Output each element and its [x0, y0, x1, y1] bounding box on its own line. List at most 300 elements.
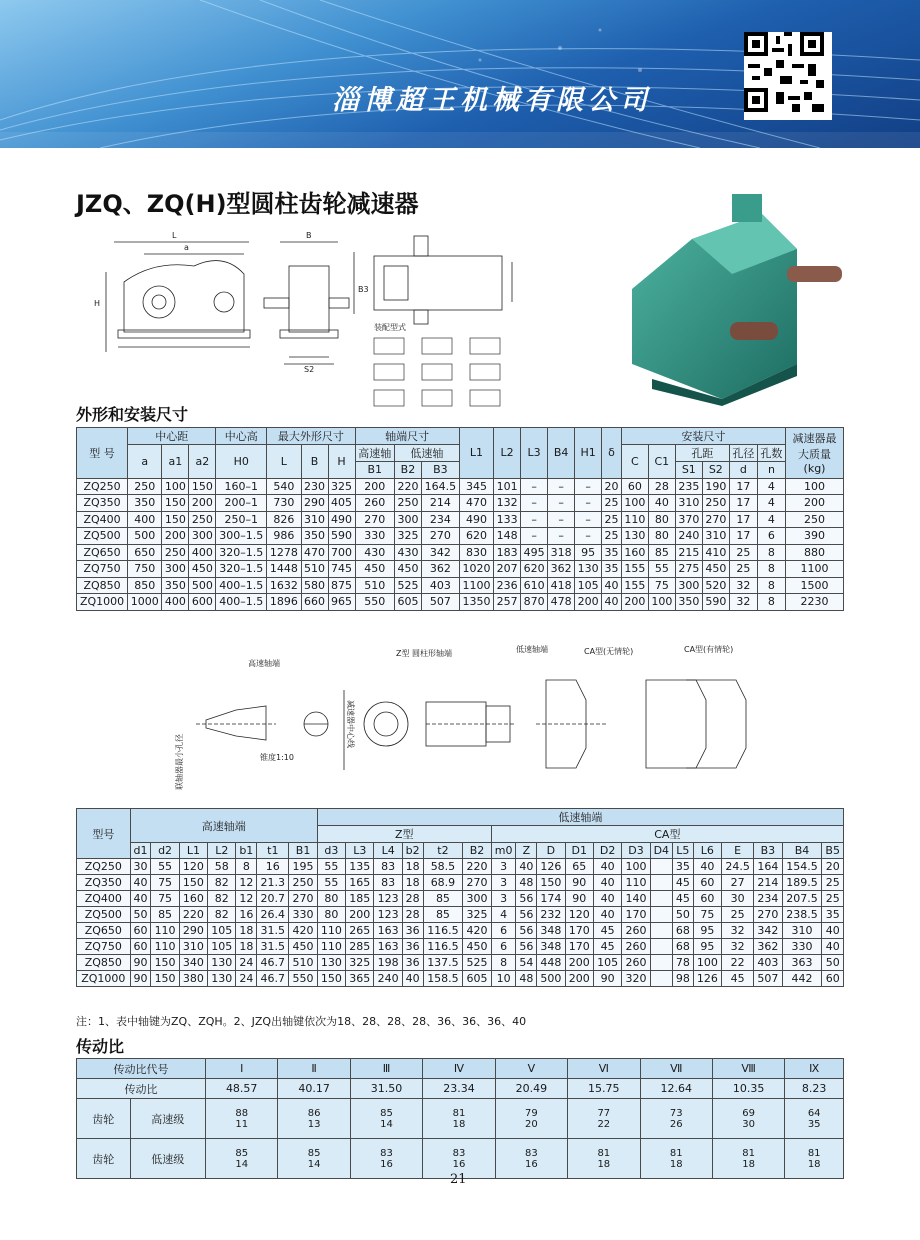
th2-model: 型号	[77, 809, 131, 859]
table-cell: ZQ400	[77, 511, 128, 528]
table-row	[77, 478, 844, 495]
table-cell: 348	[537, 923, 565, 939]
table-cell: 290	[179, 923, 207, 939]
table-cell: 507	[754, 971, 782, 987]
teeth-lower: 16	[380, 1158, 393, 1170]
th-S2: S2	[702, 462, 729, 479]
table-cell: 90	[565, 875, 593, 891]
table-cell: 110	[622, 875, 650, 891]
table-cell: 25	[722, 907, 754, 923]
table-cell: 56	[516, 907, 537, 923]
teeth-upper: 77	[597, 1107, 611, 1119]
table-cell: 82	[208, 907, 236, 923]
table-cell: 250	[394, 495, 421, 512]
th-delta: δ	[602, 428, 622, 479]
table-cell: 418	[548, 577, 575, 594]
teeth-lower: 16	[525, 1158, 538, 1170]
th-a: a	[128, 445, 162, 479]
table-cell: 362	[548, 561, 575, 578]
table-cell: ZQ500	[77, 907, 131, 923]
label-ca1: CA型(无情轮)	[584, 647, 634, 656]
table-cell: 880	[786, 544, 844, 561]
table-cell: 32	[722, 923, 754, 939]
table-cell: 60	[693, 891, 721, 907]
table-cell: 200	[621, 594, 648, 611]
table-cell: 100	[786, 478, 844, 495]
th-B3: B3	[421, 462, 459, 479]
table-col-header: t1	[257, 843, 289, 859]
ratio-cell: 40.17	[278, 1079, 350, 1099]
table-cell: 450	[394, 561, 421, 578]
page-number: 21	[450, 1172, 467, 1187]
table-cell: 232	[537, 907, 565, 923]
table-row	[77, 561, 844, 578]
table-cell: 362	[421, 561, 459, 578]
table-cell: 550	[289, 971, 317, 987]
table-cell: 342	[421, 544, 459, 561]
table-cell: 320–1.5	[216, 544, 267, 561]
table-cell: 155	[621, 577, 648, 594]
teeth-upper: 83	[380, 1147, 393, 1159]
table-cell: 75	[151, 875, 179, 891]
table-cell: 600	[189, 594, 216, 611]
th-L2: L2	[494, 428, 521, 479]
table-cell: 234	[421, 511, 459, 528]
ratio-cell: Ⅷ	[712, 1059, 784, 1079]
table-cell: 214	[754, 875, 782, 891]
table-cell: 60	[693, 875, 721, 891]
table-cell: 605	[394, 594, 421, 611]
table-cell: 350	[162, 577, 189, 594]
table-cell: 80	[648, 528, 675, 545]
table-cell: 325	[463, 907, 491, 923]
table-cell: 36	[402, 955, 423, 971]
table-cell: 350	[675, 594, 702, 611]
table-cell: 150	[151, 955, 179, 971]
table-col-header: L4	[374, 843, 402, 859]
table-cell: 350	[301, 528, 328, 545]
table-cell: 300	[463, 891, 491, 907]
table-cell: 620	[521, 561, 548, 578]
table-cell: 135	[346, 859, 374, 875]
ratio-cell: 48.57	[205, 1079, 277, 1099]
table-cell: 745	[328, 561, 355, 578]
table-cell: 45	[593, 923, 621, 939]
table-cell: 46.7	[257, 955, 289, 971]
table-cell: –	[548, 495, 575, 512]
table-cell: 236	[494, 577, 521, 594]
table-cell: 198	[374, 955, 402, 971]
table-cell: 40	[822, 923, 844, 939]
table-cell: 320	[622, 971, 650, 987]
table-cell: 98	[672, 971, 693, 987]
table-cell: 275	[675, 561, 702, 578]
table-row	[77, 939, 844, 955]
ratio-cell	[205, 1099, 277, 1139]
table-cell: –	[575, 478, 602, 495]
th-H0: H0	[216, 445, 267, 479]
table-cell: 35	[602, 544, 622, 561]
table-cell: –	[521, 528, 548, 545]
th-a1: a1	[162, 445, 189, 479]
table-cell: 25	[602, 495, 622, 512]
table-cell: 230	[301, 478, 328, 495]
table-cell: ZQ850	[77, 577, 128, 594]
section-dims-title: 外形和安装尺寸	[76, 405, 189, 424]
table-cell: 325	[346, 955, 374, 971]
table-row	[77, 907, 844, 923]
th-H1: H1	[575, 428, 602, 479]
table-cell: 510	[289, 955, 317, 971]
th2-low: 低速轴端	[317, 809, 843, 826]
table-cell: 1278	[267, 544, 301, 561]
table-cell: 250	[289, 875, 317, 891]
ratio-cell	[278, 1139, 350, 1179]
table-cell: 160	[621, 544, 648, 561]
table-col-header: L3	[346, 843, 374, 859]
table-cell: 257	[494, 594, 521, 611]
label-H: H	[94, 299, 101, 308]
table-col-header: L2	[208, 843, 236, 859]
ratio-cell: Ⅲ	[350, 1059, 422, 1079]
table-cell: 78	[672, 955, 693, 971]
table-cell	[650, 907, 672, 923]
table-cell: 250	[189, 511, 216, 528]
table-cell: 260	[622, 939, 650, 955]
table-cell: 362	[754, 939, 782, 955]
table-cell: 28	[402, 891, 423, 907]
label-taper: 锥度1:10	[260, 753, 294, 762]
table-cell: 17	[729, 528, 757, 545]
table-cell: 50	[130, 907, 151, 923]
th-B4: B4	[548, 428, 575, 479]
table-col-header: b2	[402, 843, 423, 859]
table-cell: 1500	[786, 577, 844, 594]
section-ratio-title: 传动比	[76, 1037, 125, 1056]
table-cell: 507	[421, 594, 459, 611]
table-cell: 200–1	[216, 495, 267, 512]
table-cell: 1100	[786, 561, 844, 578]
teeth-lower: 14	[307, 1158, 321, 1170]
table-cell: 450	[355, 561, 394, 578]
table-cell: 85	[423, 891, 463, 907]
dims-table-body	[77, 478, 844, 610]
ratio-cell: 12.64	[640, 1079, 712, 1099]
table-cell: 75	[648, 577, 675, 594]
th-L: L	[267, 445, 301, 479]
dims-table	[76, 427, 844, 611]
table-cell: 56	[516, 939, 537, 955]
table-cell: 148	[494, 528, 521, 545]
table-cell: 285	[346, 939, 374, 955]
table-cell: 363	[782, 955, 822, 971]
shaft-table-cols	[77, 843, 844, 859]
table-cell: 400	[162, 594, 189, 611]
table-cell: 270	[754, 907, 782, 923]
table-cell: 270	[463, 875, 491, 891]
ratio-cell: Ⅶ	[640, 1059, 712, 1079]
table-cell: 610	[521, 577, 548, 594]
table-cell: 85	[151, 907, 179, 923]
table-cell: 342	[754, 923, 782, 939]
table-cell: 470	[459, 495, 493, 512]
label-B: B	[306, 231, 312, 240]
table-cell: 36	[402, 923, 423, 939]
table-cell: 40	[822, 939, 844, 955]
th-hole-d: 孔径	[729, 445, 757, 462]
ratio-cell	[568, 1139, 640, 1179]
ratio-cell: Ⅸ	[785, 1059, 844, 1079]
table-cell: 320–1.5	[216, 561, 267, 578]
table-cell: 260	[622, 923, 650, 939]
table-cell: 8	[236, 859, 257, 875]
table-cell: 31.5	[257, 939, 289, 955]
table-cell: 8	[757, 594, 785, 611]
table-col-header: D4	[650, 843, 672, 859]
table-cell	[650, 923, 672, 939]
table-cell: –	[575, 511, 602, 528]
th-C: C	[621, 445, 648, 479]
th-S1: S1	[675, 462, 702, 479]
teeth-upper: 73	[669, 1107, 683, 1119]
th-low: 低速轴	[394, 445, 459, 462]
table-cell: 200	[189, 495, 216, 512]
table-cell: 330	[355, 528, 394, 545]
company-name: 淄博超王机械有限公司	[332, 85, 652, 116]
table-cell: 4	[757, 495, 785, 512]
table-cell: 150	[151, 971, 179, 987]
table-cell: 265	[346, 923, 374, 939]
table-cell: 260	[355, 495, 394, 512]
table-cell: 130	[208, 955, 236, 971]
table-cell: 137.5	[423, 955, 463, 971]
table-cell: 68.9	[423, 875, 463, 891]
teeth-lower: 35	[807, 1118, 821, 1130]
ratio-cell	[278, 1099, 350, 1139]
low-stage-label: 低速级	[130, 1139, 205, 1179]
table-cell: ZQ500	[77, 528, 128, 545]
teeth-upper: 79	[525, 1107, 538, 1119]
table-cell: 60	[130, 939, 151, 955]
table-cell: 60	[621, 478, 648, 495]
table-cell: ZQ1000	[77, 594, 128, 611]
table-cell: 85	[423, 907, 463, 923]
table-cell: 40	[602, 577, 622, 594]
table-cell: 20	[602, 478, 622, 495]
table-cell: 130	[575, 561, 602, 578]
table-cell: 200	[565, 971, 593, 987]
table-cell: 1896	[267, 594, 301, 611]
th-n: n	[757, 462, 785, 479]
table-cell: 1100	[459, 577, 493, 594]
table-cell: 56	[516, 923, 537, 939]
table-cell: 450	[463, 939, 491, 955]
table-cell: ZQ850	[77, 955, 131, 971]
th-center-h: 中心高	[216, 428, 267, 445]
table-cell: 965	[328, 594, 355, 611]
table-cell: 150	[189, 478, 216, 495]
table-cell: 215	[675, 544, 702, 561]
teeth-lower: 18	[452, 1118, 466, 1130]
th-a2: a2	[189, 445, 216, 479]
table-cell: 1448	[267, 561, 301, 578]
ratio-cell	[640, 1139, 712, 1179]
table-cell: 403	[754, 955, 782, 971]
table-cell	[650, 859, 672, 875]
label-high-shaft: 高速轴端	[248, 659, 280, 668]
table-cell: 40	[516, 859, 537, 875]
table-cell: 442	[782, 971, 822, 987]
table-cell: 150	[179, 875, 207, 891]
ratio-cell: 8.23	[785, 1079, 844, 1099]
th-B2: B2	[394, 462, 421, 479]
table-cell: 250	[128, 478, 162, 495]
table-cell: 90	[593, 971, 621, 987]
table-cell: 470	[301, 544, 328, 561]
table-row	[77, 875, 844, 891]
table-cell: 24.5	[722, 859, 754, 875]
table-cell: ZQ750	[77, 561, 128, 578]
ratio-cell: Ⅵ	[568, 1059, 640, 1079]
table-cell: 310	[301, 511, 328, 528]
table-cell: 48	[516, 875, 537, 891]
table-cell: 300	[394, 511, 421, 528]
table-cell: 185	[346, 891, 374, 907]
table-cell: 164.5	[421, 478, 459, 495]
table-cell: 270	[702, 511, 729, 528]
th2-z: Z型	[317, 826, 491, 843]
table-cell: 21.3	[257, 875, 289, 891]
table-cell: 380	[179, 971, 207, 987]
table-cell: 170	[622, 907, 650, 923]
table-cell: 100	[693, 955, 721, 971]
table-col-header: t2	[423, 843, 463, 859]
table-cell: 20	[822, 859, 844, 875]
th-hole-n: 孔数	[757, 445, 785, 462]
table-cell: 40	[693, 859, 721, 875]
table-cell: 46.7	[257, 971, 289, 987]
table-cell: 25	[602, 528, 622, 545]
table-cell: 90	[130, 971, 151, 987]
table-cell: 45	[672, 891, 693, 907]
th-L3: L3	[521, 428, 548, 479]
table-cell: 875	[328, 577, 355, 594]
table-cell: ZQ350	[77, 875, 131, 891]
teeth-upper: 85	[307, 1147, 321, 1159]
table-cell: 403	[421, 577, 459, 594]
label-B3: B3	[358, 285, 369, 294]
table-cell: 95	[575, 544, 602, 561]
table-cell: 100	[622, 859, 650, 875]
table-col-header: D	[537, 843, 565, 859]
table-cell: 55	[317, 859, 345, 875]
teeth-upper: 88	[235, 1107, 249, 1119]
table-cell: 365	[346, 971, 374, 987]
table-cell: 95	[693, 939, 721, 955]
table-cell: 154.5	[782, 859, 822, 875]
ratio-cell	[350, 1099, 422, 1139]
ratio-code-label: 传动比代号	[77, 1059, 206, 1079]
table-cell: 4	[757, 478, 785, 495]
table-cell: 40	[130, 891, 151, 907]
table-cell: 525	[394, 577, 421, 594]
table-cell: 54	[516, 955, 537, 971]
label-a: a	[184, 243, 189, 252]
table-cell: ZQ750	[77, 939, 131, 955]
table-cell: 165	[346, 875, 374, 891]
table-cell: 300	[162, 561, 189, 578]
table-cell: 200	[355, 478, 394, 495]
table-cell: 100	[162, 478, 189, 495]
ratio-cell: 23.34	[423, 1079, 495, 1099]
table-cell: 28	[402, 907, 423, 923]
table-cell: 26.4	[257, 907, 289, 923]
ratio-cell	[568, 1099, 640, 1139]
th-C1: C1	[648, 445, 675, 479]
table-cell: 525	[463, 955, 491, 971]
table-cell: 90	[565, 891, 593, 907]
th-L1: L1	[459, 428, 493, 479]
table-col-header: d1	[130, 843, 151, 859]
table-cell: 214	[421, 495, 459, 512]
table-cell: 95	[693, 923, 721, 939]
table-cell: ZQ350	[77, 495, 128, 512]
table-cell: 390	[786, 528, 844, 545]
table-cell	[650, 875, 672, 891]
teeth-lower: 26	[669, 1118, 683, 1130]
table-cell: 163	[374, 923, 402, 939]
gear-label-2: 齿轮	[77, 1139, 131, 1179]
table-cell: 174	[537, 891, 565, 907]
table-cell: 495	[521, 544, 548, 561]
table-row	[77, 495, 844, 512]
table-cell: 12	[236, 875, 257, 891]
table-cell: 3	[491, 891, 516, 907]
th-B1: B1	[355, 462, 394, 479]
table-cell	[650, 971, 672, 987]
table-cell: 18	[236, 939, 257, 955]
table-cell: 350	[128, 495, 162, 512]
table-cell: 17	[729, 478, 757, 495]
teeth-lower: 18	[669, 1158, 683, 1170]
table-col-header: L1	[179, 843, 207, 859]
table-col-header: B5	[822, 843, 844, 859]
table-cell: 500	[189, 577, 216, 594]
table-cell: 420	[289, 923, 317, 939]
table-cell: 250–1	[216, 511, 267, 528]
table-cell: 700	[328, 544, 355, 561]
table-cell: 195	[289, 859, 317, 875]
table-cell: 510	[355, 577, 394, 594]
table-cell: 80	[317, 891, 345, 907]
table-cell: 310	[179, 939, 207, 955]
table-cell: 27	[722, 875, 754, 891]
th2-ca: CA型	[491, 826, 843, 843]
table-cell: 58	[208, 859, 236, 875]
ratio-cell: 10.35	[712, 1079, 784, 1099]
ratio-codes-row	[77, 1059, 844, 1079]
table-cell: 750	[128, 561, 162, 578]
table-col-header: Z	[516, 843, 537, 859]
table-cell: 32	[722, 939, 754, 955]
table-cell: 50	[822, 955, 844, 971]
table-cell: 116.5	[423, 939, 463, 955]
table-cell: 345	[459, 478, 493, 495]
table-cell: –	[548, 478, 575, 495]
table-col-header: L5	[672, 843, 693, 859]
table-cell: 348	[537, 939, 565, 955]
table-cell: 400	[128, 511, 162, 528]
